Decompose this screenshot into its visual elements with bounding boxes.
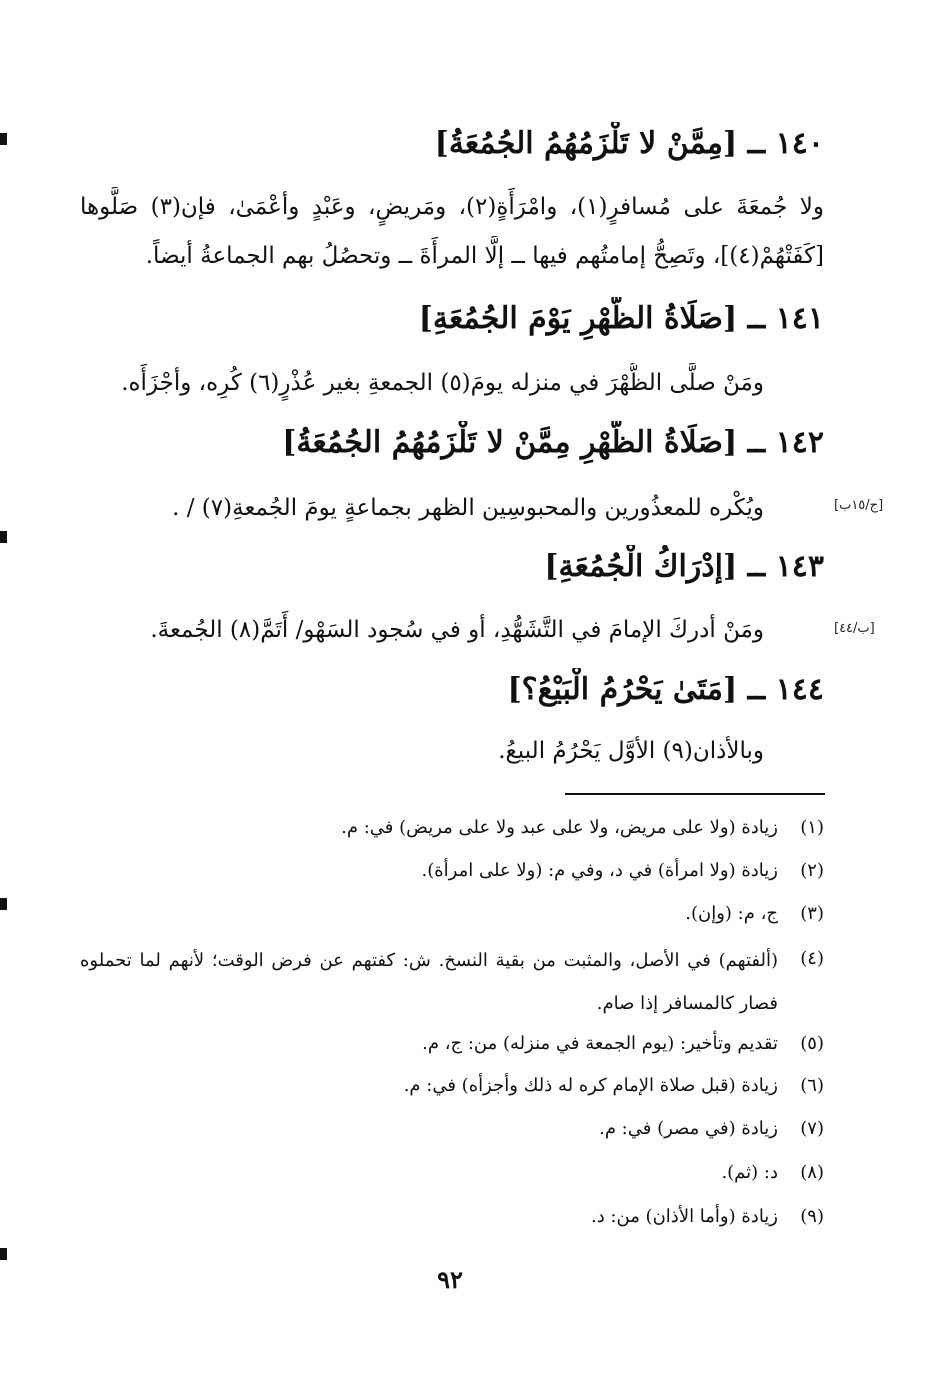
footnote-text: د: (ثم). [721, 1162, 778, 1183]
footnote-number: (٤) [800, 948, 824, 969]
footnote-2 [80, 851, 824, 891]
section-143-line-1: ومَنْ أدركَ الإمامَ في التَّشَهُّدِ، أو في سُجود السَهْو/ أَتَمَّ(٨) الجُمعةَ. [150, 617, 764, 643]
footnote-number: (٩) [800, 1206, 824, 1227]
section-144-heading: ١٤٤ ــ [مَتَىٰ يَحْرُمُ الْبَيْعُ؟] [507, 672, 824, 707]
section-140-line-2: [كَفَتْهُمْ(٤)]، وتَصِحُّ إمامتُهم فيها ــ إلَّا المرأَةَ ــ وتحصُلُ بهم الجماعةُ أيضاً. [145, 243, 824, 269]
footnote-5 [80, 1024, 824, 1064]
footnote-text: زيادة (ولا على مريض، ولا على عبد ولا على مريض) في: م. [341, 817, 778, 838]
footnote-number: (١) [800, 817, 824, 838]
scan-edge-mark [0, 1248, 7, 1260]
section-144-line-1: وبالأذان(٩) الأوَّل يَحْرُمُ البيعُ. [498, 738, 764, 764]
footnote-number: (٣) [800, 903, 824, 924]
footnote-1 [80, 808, 824, 848]
scan-edge-mark [0, 133, 7, 145]
footnote-7 [80, 1109, 824, 1149]
section-140-line-1: ولا جُمعَةَ على مُسافرٍ(١)، وامْرَأَةٍ(٢)، ومَريضٍ، وعَبْدٍ وأعْمَىٰ، فإن(٣) صَلَّوها [80, 194, 824, 220]
section-140-heading: ١٤٠ ــ [مِمَّنْ لا تَلْزَمُهُمُ الجُمُعَةُ] [434, 126, 824, 161]
section-142-heading: ١٤٢ ــ [صَلَاةُ الظُّهْرِ مِمَّنْ لا تَلْزَمُهُمُ الجُمُعَةُ] [282, 425, 824, 460]
footnote-number: (٨) [800, 1162, 824, 1183]
footnote-number: (٥) [800, 1033, 824, 1054]
scan-edge-mark [0, 898, 7, 910]
footnote-4 [80, 939, 824, 1025]
footnote-8 [80, 1153, 824, 1193]
footnote-number: (٢) [800, 860, 824, 881]
footnote-text: تقديم وتأخير: (يوم الجمعة في منزله) من: ج، م. [422, 1033, 778, 1054]
footnote-text: زيادة (ولا امرأة) في د، وفي م: (ولا على امرأة). [421, 860, 778, 881]
section-141-line-1: ومَنْ صلَّى الظُّهْرَ في منزله يومَ(٥) الجمعةِ بغير عُذْرٍ(٦) كُرِه، وأجْزَأَه. [121, 370, 764, 396]
scan-edge-mark [0, 531, 7, 543]
footnote-number: (٧) [800, 1118, 824, 1139]
footnote-text: (ألفتهم) في الأصل، والمثبت من بقية النسخ. ش: كفتهم عن فرض الوقت؛ لأنهم لما تحملوه فصار كالمسافر إذا صام. [80, 950, 778, 1014]
footnote-number: (٦) [800, 1075, 824, 1096]
footnote-text: زيادة (قبل صلاة الإمام كره له ذلك وأجزأه) في: م. [403, 1075, 778, 1096]
section-141-heading: ١٤١ ــ [صَلَاةُ الظُّهْرِ يَوْمَ الجُمُعَةِ] [418, 301, 824, 336]
footnote-3 [80, 894, 824, 934]
section-142-line-1: ويُكْره للمعذُورين والمحبوسِين الظهر بجماعةٍ يومَ الجُمعةِ(٧) / . [172, 495, 764, 521]
footnote-text: زيادة (في مصر) في: م. [599, 1118, 778, 1139]
footnote-separator [565, 793, 825, 795]
page-number: ٩٢ [437, 1265, 463, 1294]
section-143-heading: ١٤٣ ــ [إدْرَاكُ الْجُمُعَةِ] [544, 549, 824, 584]
footnote-6 [80, 1066, 824, 1106]
footnote-text: زيادة (وأما الأذان) من: د. [590, 1206, 778, 1227]
margin-note-ms-j: [ج/١٥ب] [834, 498, 884, 513]
margin-note-ms-b: [ب/٤٤] [834, 621, 875, 636]
footnote-text: ج، م: (وإن). [685, 903, 778, 924]
footnote-9 [80, 1197, 824, 1237]
